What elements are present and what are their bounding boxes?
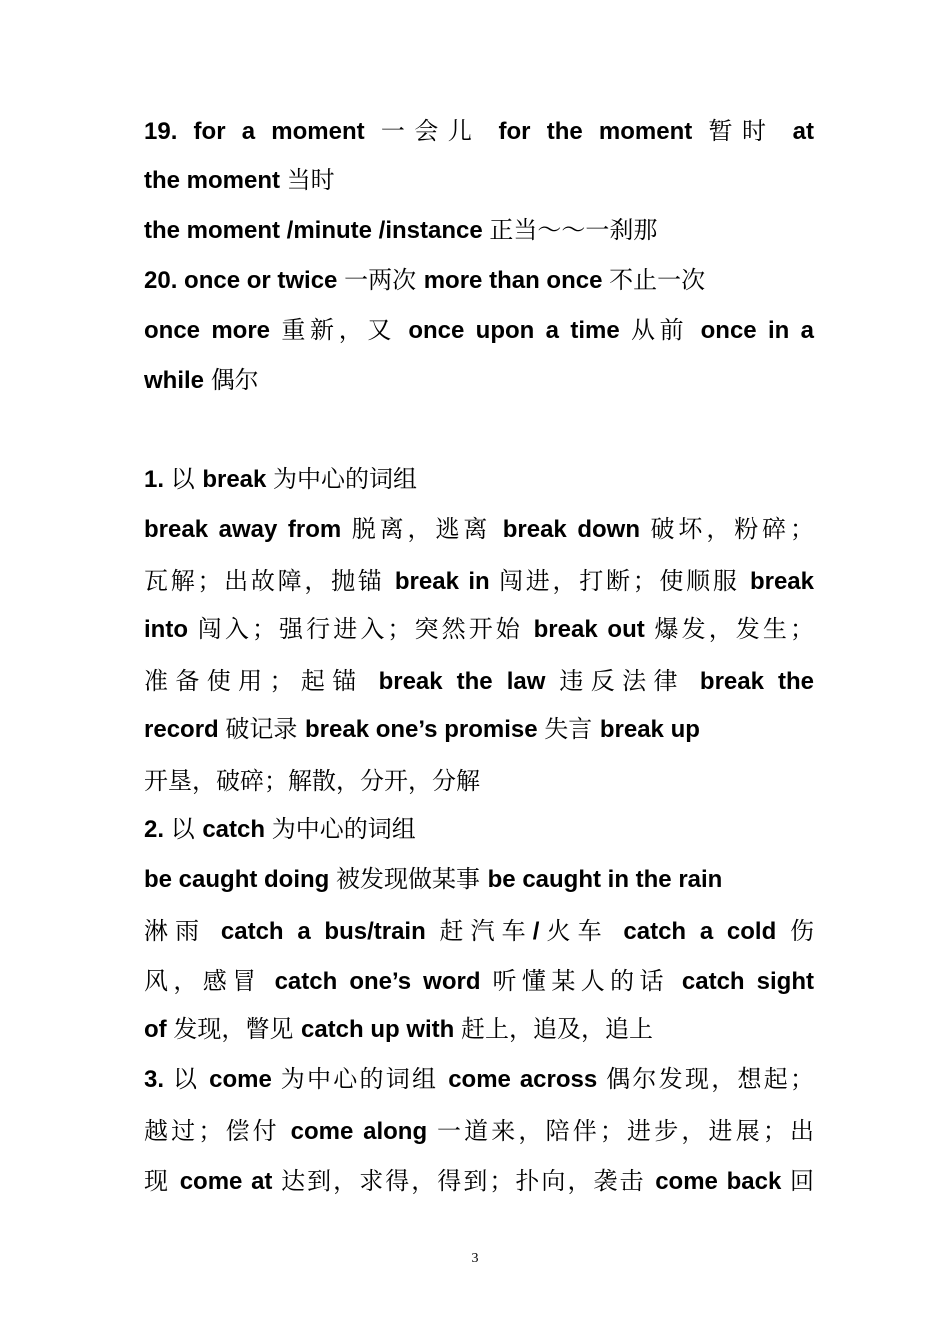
- english-phrase: come across: [448, 1066, 607, 1093]
- english-phrase: break down: [502, 516, 651, 543]
- english-phrase: break away from: [144, 516, 352, 543]
- english-phrase: 3.: [144, 1066, 173, 1093]
- chinese-meaning: 为中心的词组: [280, 1065, 449, 1093]
- text-line: [144, 315, 814, 345]
- text-line: [144, 766, 814, 796]
- english-phrase: the moment /minute /instance: [144, 217, 490, 244]
- english-phrase: the moment: [144, 167, 287, 194]
- page-number: 3: [471, 1251, 479, 1266]
- chinese-meaning: 回: [790, 1167, 814, 1195]
- chinese-meaning: 火车: [539, 917, 624, 945]
- chinese-meaning: 为中心的词组: [271, 815, 416, 843]
- chinese-meaning: 淋雨: [144, 917, 221, 945]
- english-phrase: catch up with: [300, 1016, 461, 1043]
- chinese-meaning: 从前: [631, 316, 701, 344]
- chinese-meaning: 当时: [286, 166, 335, 194]
- chinese-meaning: 失言: [544, 715, 600, 743]
- english-phrase: come: [209, 1066, 281, 1093]
- chinese-meaning: 准备使用；起锚: [144, 667, 379, 695]
- english-phrase: more than once: [423, 267, 610, 294]
- chinese-meaning: 正当～～一刹那: [489, 216, 658, 244]
- chinese-meaning: 以: [170, 465, 203, 493]
- text-line: [144, 1064, 814, 1094]
- english-phrase: come back: [655, 1168, 790, 1195]
- chinese-meaning: 一会儿: [380, 117, 499, 145]
- english-phrase: be caught in the rain: [487, 866, 723, 893]
- english-phrase: break in: [394, 568, 500, 595]
- text-line: [144, 814, 814, 844]
- english-phrase: once more: [144, 317, 282, 344]
- chinese-meaning: 为中心的词组: [273, 465, 418, 493]
- english-phrase: catch sight: [681, 968, 814, 995]
- english-phrase: 19. for a moment: [144, 118, 381, 145]
- chinese-meaning: 伤: [790, 917, 815, 945]
- text-line: [144, 966, 814, 996]
- english-phrase: catch a cold: [623, 918, 791, 945]
- english-phrase: come along: [290, 1118, 437, 1145]
- chinese-meaning: 爆发，发生；: [654, 615, 814, 643]
- chinese-meaning: 偶尔: [210, 366, 259, 394]
- chinese-meaning: 脱离，逃离: [351, 515, 503, 543]
- chinese-meaning: 开垦，破碎；解散，分开，分解: [144, 767, 480, 795]
- text-line: [144, 215, 814, 245]
- english-phrase: at: [792, 118, 814, 145]
- chinese-meaning: 一两次: [344, 266, 424, 294]
- chinese-meaning: 赶上，追及，追上: [460, 1015, 653, 1043]
- text-line: [144, 916, 814, 946]
- chinese-meaning: 不止一次: [609, 266, 706, 294]
- text-line: [144, 864, 814, 894]
- chinese-meaning: 一道来，陪伴；进步，进展；出: [436, 1117, 815, 1145]
- text-line: [144, 365, 814, 395]
- chinese-meaning: 达到，求得，得到；扑向，袭击: [281, 1167, 656, 1195]
- english-phrase: record: [144, 716, 226, 743]
- english-phrase: break the: [699, 668, 814, 695]
- text-line: [144, 265, 814, 295]
- english-phrase: for the moment: [498, 118, 709, 145]
- chinese-meaning: 闯入；强行进入；突然开始: [197, 615, 534, 643]
- english-phrase: 20. once or twice: [144, 267, 345, 294]
- english-phrase: while: [144, 367, 211, 394]
- chinese-meaning: 瓦解；出故障，抛锚: [144, 567, 395, 595]
- text-line: [144, 514, 814, 544]
- chinese-meaning: 破坏，粉碎；: [650, 515, 814, 543]
- english-phrase: break up: [599, 716, 700, 743]
- text-line: [144, 614, 814, 644]
- chinese-meaning: 暂时: [708, 117, 793, 145]
- chinese-meaning: 以: [172, 1065, 210, 1093]
- chinese-meaning: 偶尔发现，想起；: [606, 1065, 814, 1093]
- text-line: [144, 1014, 814, 1044]
- english-phrase: 1.: [144, 466, 171, 493]
- english-phrase: break out: [533, 616, 655, 643]
- chinese-meaning: 赶汽车: [439, 917, 533, 945]
- chinese-meaning: 重新，又: [281, 316, 409, 344]
- chinese-meaning: 被发现做某事: [336, 865, 488, 893]
- english-phrase: 2.: [144, 816, 171, 843]
- english-phrase: catch a bus/train: [220, 918, 440, 945]
- text-line: [144, 1166, 814, 1196]
- english-phrase: /: [532, 918, 540, 945]
- chinese-meaning: 违反法律: [559, 667, 700, 695]
- text-line: [144, 566, 814, 596]
- text-line: [144, 714, 814, 744]
- chinese-meaning: 以: [170, 815, 203, 843]
- english-phrase: of: [144, 1016, 174, 1043]
- text-line: [144, 464, 814, 494]
- chinese-meaning: 破记录: [225, 715, 306, 743]
- english-phrase: into: [144, 616, 198, 643]
- chinese-meaning: 现: [144, 1167, 180, 1195]
- chinese-meaning: 闯进，打断；使顺服: [499, 567, 750, 595]
- english-phrase: break the law: [378, 668, 560, 695]
- english-phrase: break one’s promise: [305, 716, 545, 743]
- english-phrase: break: [749, 568, 814, 595]
- english-phrase: break: [202, 466, 274, 493]
- text-line: [144, 666, 814, 696]
- chinese-meaning: 风，感冒: [144, 967, 275, 995]
- chinese-meaning: 越过；偿付: [144, 1117, 291, 1145]
- chinese-meaning: 发现，瞥见: [173, 1015, 301, 1043]
- english-phrase: catch one’s word: [274, 968, 493, 995]
- chinese-meaning: 听懂某人的话: [492, 967, 682, 995]
- text-line: [144, 1116, 814, 1146]
- english-phrase: catch: [202, 816, 272, 843]
- english-phrase: be caught doing: [144, 866, 336, 893]
- english-phrase: come at: [179, 1168, 282, 1195]
- english-phrase: once in a: [700, 317, 814, 344]
- english-phrase: once upon a time: [408, 317, 632, 344]
- text-line: [144, 165, 814, 195]
- text-line: [144, 116, 814, 146]
